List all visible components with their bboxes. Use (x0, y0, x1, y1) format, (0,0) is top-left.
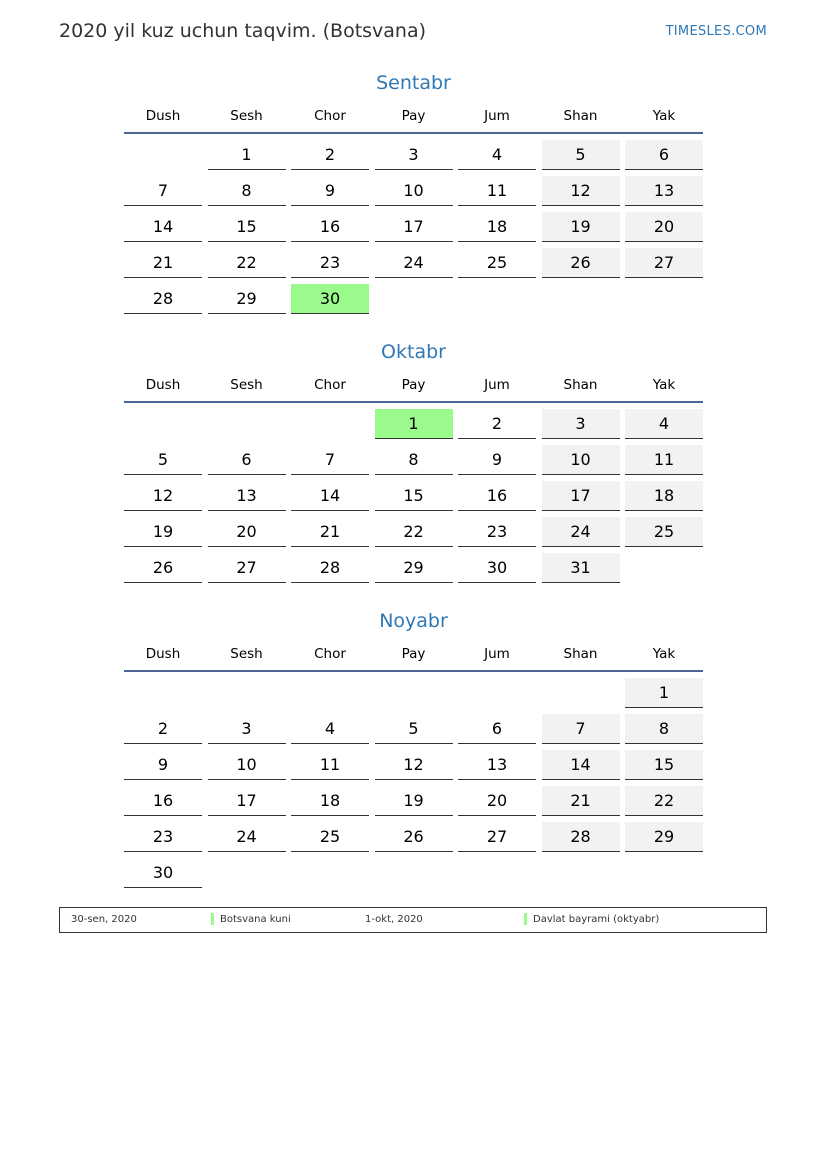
month-oktabr (124, 339, 703, 589)
weekday-header (124, 106, 703, 134)
day-cell: 10 (208, 750, 286, 780)
holiday-marker (211, 913, 214, 925)
day-cell: 22 (375, 517, 453, 547)
holiday-day-cell: 1 (375, 409, 453, 439)
day-cell: 12 (124, 481, 202, 511)
day-cell: 11 (458, 176, 536, 206)
weekday-label: Jum (484, 377, 510, 393)
empty-day-cell (124, 140, 202, 169)
empty-day-cell (375, 284, 453, 313)
day-cell: 11 (625, 445, 703, 475)
day-cell: 5 (375, 714, 453, 744)
week-row (124, 481, 703, 511)
day-cell: 18 (625, 481, 703, 511)
day-cell: 13 (208, 481, 286, 511)
weekday-label: Pay (401, 108, 426, 124)
day-cell: 18 (458, 212, 536, 242)
day-cell: 9 (291, 176, 369, 206)
empty-day-cell (625, 284, 703, 313)
day-cell: 3 (542, 409, 620, 439)
weekday-header (124, 644, 703, 672)
day-cell: 12 (542, 176, 620, 206)
day-cell: 19 (375, 786, 453, 816)
day-cell: 3 (208, 714, 286, 744)
day-cell: 4 (458, 140, 536, 170)
legend-date: 1-okt, 2020 (365, 914, 423, 925)
day-cell: 6 (458, 714, 536, 744)
weekday-label: Shan (563, 377, 598, 393)
weekday-label: Dush (145, 377, 181, 393)
day-cell: 6 (208, 445, 286, 475)
holiday-legend (59, 907, 767, 933)
empty-day-cell (208, 858, 286, 887)
month-title: Noyabr (379, 610, 448, 632)
day-cell: 8 (375, 445, 453, 475)
weekday-label: Jum (484, 646, 510, 662)
day-cell: 18 (291, 786, 369, 816)
day-cell: 16 (291, 212, 369, 242)
day-cell: 24 (542, 517, 620, 547)
day-cell: 19 (542, 212, 620, 242)
day-cell: 21 (124, 248, 202, 278)
day-cell: 5 (542, 140, 620, 170)
weekday-label: Chor (314, 108, 346, 124)
empty-day-cell (291, 409, 369, 438)
empty-day-cell (124, 409, 202, 438)
empty-day-cell (542, 678, 620, 707)
day-cell: 1 (625, 678, 703, 708)
week-row (124, 212, 703, 242)
empty-day-cell (375, 858, 453, 887)
day-cell: 20 (625, 212, 703, 242)
weekday-label: Pay (401, 377, 426, 393)
day-cell: 9 (124, 750, 202, 780)
day-cell: 31 (542, 553, 620, 583)
week-row (124, 140, 703, 170)
weekday-label: Dush (145, 108, 181, 124)
month-title: Oktabr (381, 341, 446, 363)
week-row (124, 517, 703, 547)
day-cell: 6 (625, 140, 703, 170)
day-cell: 1 (208, 140, 286, 170)
legend-holiday-name: Botsvana kuni (220, 914, 291, 925)
week-row (124, 553, 703, 583)
day-cell: 17 (375, 212, 453, 242)
day-cell: 24 (375, 248, 453, 278)
day-cell: 26 (124, 553, 202, 583)
day-cell: 25 (625, 517, 703, 547)
day-cell: 9 (458, 445, 536, 475)
week-row (124, 248, 703, 278)
week-row (124, 409, 703, 439)
weekday-label: Dush (145, 646, 181, 662)
weekday-label: Shan (563, 108, 598, 124)
empty-day-cell (458, 284, 536, 313)
day-cell: 3 (375, 140, 453, 170)
week-row (124, 858, 703, 888)
day-cell: 4 (625, 409, 703, 439)
month-noyabr (124, 608, 703, 894)
weekday-label: Yak (652, 108, 676, 124)
day-cell: 30 (124, 858, 202, 888)
day-cell: 4 (291, 714, 369, 744)
holiday-marker (524, 913, 527, 925)
day-cell: 19 (124, 517, 202, 547)
day-cell: 17 (542, 481, 620, 511)
empty-day-cell (458, 678, 536, 707)
empty-day-cell (542, 858, 620, 887)
day-cell: 12 (375, 750, 453, 780)
day-cell: 27 (625, 248, 703, 278)
day-cell: 28 (542, 822, 620, 852)
day-cell: 26 (542, 248, 620, 278)
weekday-label: Pay (401, 646, 426, 662)
weekday-label: Shan (563, 646, 598, 662)
legend-date: 30-sen, 2020 (71, 914, 137, 925)
day-cell: 29 (208, 284, 286, 314)
empty-day-cell (375, 678, 453, 707)
week-row (124, 750, 703, 780)
week-row (124, 284, 703, 314)
weekday-label: Sesh (230, 646, 263, 662)
day-cell: 13 (625, 176, 703, 206)
day-cell: 24 (208, 822, 286, 852)
day-cell: 26 (375, 822, 453, 852)
empty-day-cell (208, 678, 286, 707)
week-row (124, 822, 703, 852)
day-cell: 25 (291, 822, 369, 852)
day-cell: 2 (458, 409, 536, 439)
week-row (124, 786, 703, 816)
empty-day-cell (625, 553, 703, 582)
day-cell: 22 (208, 248, 286, 278)
day-cell: 5 (124, 445, 202, 475)
day-cell: 28 (124, 284, 202, 314)
weekday-label: Jum (484, 108, 510, 124)
day-cell: 7 (291, 445, 369, 475)
day-cell: 23 (124, 822, 202, 852)
day-cell: 15 (208, 212, 286, 242)
holiday-day-cell: 30 (291, 284, 369, 314)
day-cell: 8 (208, 176, 286, 206)
empty-day-cell (625, 858, 703, 887)
day-cell: 22 (625, 786, 703, 816)
day-cell: 23 (458, 517, 536, 547)
day-cell: 2 (291, 140, 369, 170)
day-cell: 21 (291, 517, 369, 547)
day-cell: 23 (291, 248, 369, 278)
day-cell: 14 (124, 212, 202, 242)
legend-holiday-name: Davlat bayrami (oktyabr) (533, 914, 660, 925)
weekday-label: Sesh (230, 377, 263, 393)
day-cell: 20 (458, 786, 536, 816)
month-sentabr (124, 70, 703, 320)
week-row (124, 678, 703, 708)
page-title: 2020 yil kuz uchun taqvim. (Botsvana) (59, 20, 427, 42)
day-cell: 20 (208, 517, 286, 547)
weekday-label: Chor (314, 646, 346, 662)
day-cell: 28 (291, 553, 369, 583)
day-cell: 2 (124, 714, 202, 744)
day-cell: 10 (375, 176, 453, 206)
day-cell: 10 (542, 445, 620, 475)
day-cell: 14 (291, 481, 369, 511)
weekday-label: Yak (652, 377, 676, 393)
empty-day-cell (458, 858, 536, 887)
month-title: Sentabr (376, 72, 451, 94)
day-cell: 13 (458, 750, 536, 780)
day-cell: 27 (458, 822, 536, 852)
week-row (124, 445, 703, 475)
weekday-header (124, 375, 703, 403)
day-cell: 15 (375, 481, 453, 511)
day-cell: 27 (208, 553, 286, 583)
day-cell: 16 (124, 786, 202, 816)
empty-day-cell (208, 409, 286, 438)
day-cell: 29 (375, 553, 453, 583)
day-cell: 8 (625, 714, 703, 744)
day-cell: 11 (291, 750, 369, 780)
empty-day-cell (542, 284, 620, 313)
day-cell: 7 (542, 714, 620, 744)
week-row (124, 714, 703, 744)
weekday-label: Sesh (230, 108, 263, 124)
empty-day-cell (124, 678, 202, 707)
day-cell: 16 (458, 481, 536, 511)
day-cell: 15 (625, 750, 703, 780)
weekday-label: Yak (652, 646, 676, 662)
brand-logo-text[interactable]: TIMESLES.COM (665, 24, 767, 39)
day-cell: 25 (458, 248, 536, 278)
empty-day-cell (291, 678, 369, 707)
day-cell: 29 (625, 822, 703, 852)
empty-day-cell (291, 858, 369, 887)
day-cell: 30 (458, 553, 536, 583)
weekday-label: Chor (314, 377, 346, 393)
day-cell: 7 (124, 176, 202, 206)
week-row (124, 176, 703, 206)
day-cell: 17 (208, 786, 286, 816)
day-cell: 21 (542, 786, 620, 816)
day-cell: 14 (542, 750, 620, 780)
